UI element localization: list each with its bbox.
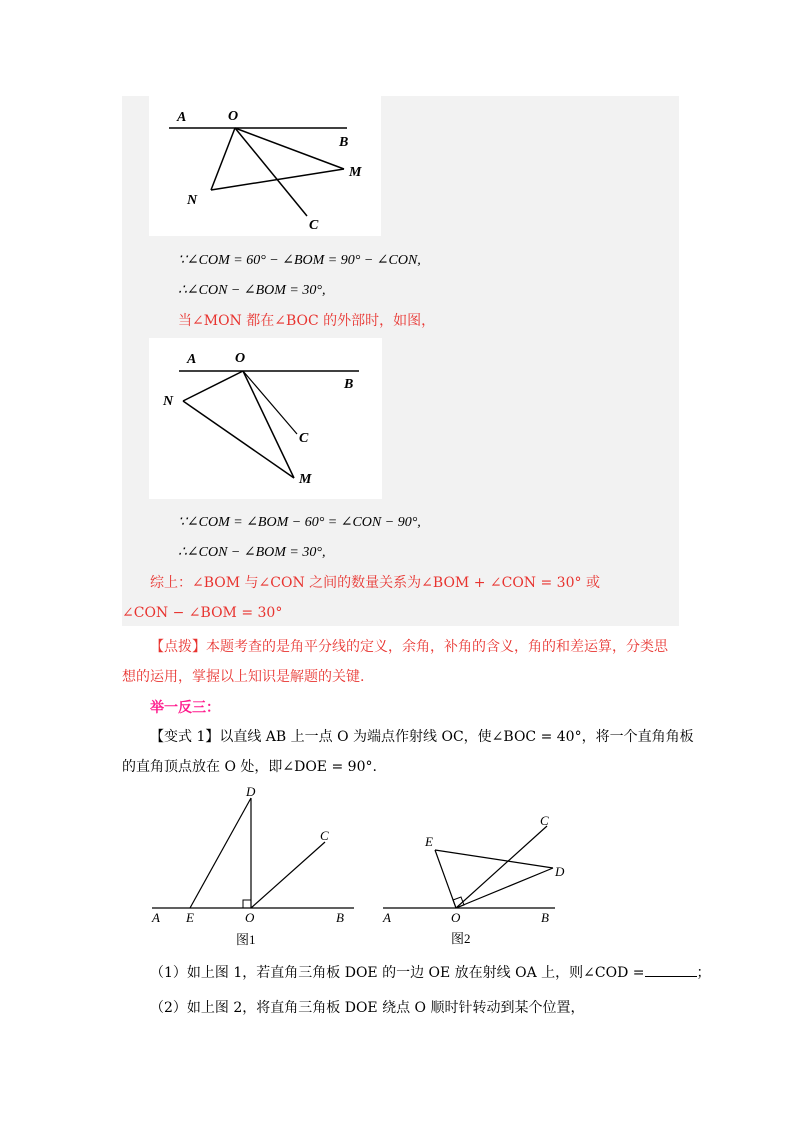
- label-M: M: [299, 472, 312, 487]
- label-C: C: [540, 813, 549, 828]
- proof2-line3: 综上：∠BOM 与∠CON 之间的数量关系为∠BOM + ∠CON = 30° 或: [150, 575, 600, 591]
- label-N: N: [187, 193, 198, 208]
- diagram-1-caption: 图1: [236, 932, 256, 947]
- section-title: 举一反三：: [150, 700, 220, 716]
- label-C: C: [299, 431, 309, 446]
- answer-blank[interactable]: [645, 962, 697, 977]
- label-A: A: [152, 910, 160, 925]
- label-A: A: [187, 352, 197, 367]
- proof1-line1: ∵∠COM = 60° − ∠BOM = 90° − ∠CON,: [178, 253, 421, 268]
- question-1: [150, 962, 711, 983]
- label-B: B: [344, 377, 354, 392]
- figure-1: [149, 96, 381, 236]
- diagram-2-caption: 图2: [451, 931, 471, 946]
- tip-line1: 【点拨】本题考查的是角平分线的定义，余角，补角的含义，角的和差运算，分类思: [150, 639, 668, 655]
- proof2-line4: ∠CON − ∠BOM = 30°: [122, 605, 283, 621]
- label-B: B: [336, 910, 344, 925]
- figure-1-diagram: [149, 96, 381, 236]
- proof1-line2: ∴∠CON − ∠BOM = 30°,: [178, 283, 326, 298]
- label-N: N: [163, 394, 174, 409]
- proof1-line3: 当∠MON 都在∠BOC 的外部时，如图，: [178, 313, 436, 329]
- label-A: A: [177, 110, 187, 125]
- label-E: E: [186, 910, 194, 925]
- question-1-text: （1）如上图 1，若直角三角板 DOE 的一边 OE 放在射线 OA 上，则∠COD =: [150, 965, 645, 981]
- label-E: E: [425, 834, 433, 849]
- tip-line2: 想的运用，掌握以上知识是解题的关键.: [122, 669, 365, 685]
- variant-line1: 【变式 1】以直线 AB 上一点 O 为端点作射线 OC，使∠BOC = 40°，将一个直角角板: [150, 729, 694, 745]
- proof2-line2: ∴∠CON − ∠BOM = 30°,: [178, 545, 326, 560]
- diagram-1: [140, 780, 370, 950]
- label-O: O: [235, 351, 246, 366]
- question-1-end: ；: [696, 965, 711, 981]
- label-C: C: [309, 218, 319, 233]
- label-D: D: [555, 864, 565, 879]
- figure-2-diagram: [149, 338, 382, 499]
- label-O: O: [245, 910, 255, 925]
- label-B: B: [339, 135, 349, 150]
- question-2: （2）如上图 2，将直角三角板 DOE 绕点 O 顺时针转动到某个位置，: [150, 1000, 585, 1016]
- figure-2: [149, 338, 382, 499]
- label-O: O: [228, 109, 239, 124]
- diagram-2: [375, 810, 585, 950]
- label-B: B: [541, 910, 549, 925]
- label-D: D: [246, 784, 256, 799]
- variant-line2: 的直角顶点放在 O 处，即∠DOE = 90°.: [122, 759, 377, 775]
- label-O: O: [451, 910, 461, 925]
- label-C: C: [320, 828, 329, 843]
- proof2-line1: ∵∠COM = ∠BOM − 60° = ∠CON − 90°,: [178, 515, 421, 530]
- label-A: A: [383, 910, 391, 925]
- label-M: M: [349, 165, 362, 180]
